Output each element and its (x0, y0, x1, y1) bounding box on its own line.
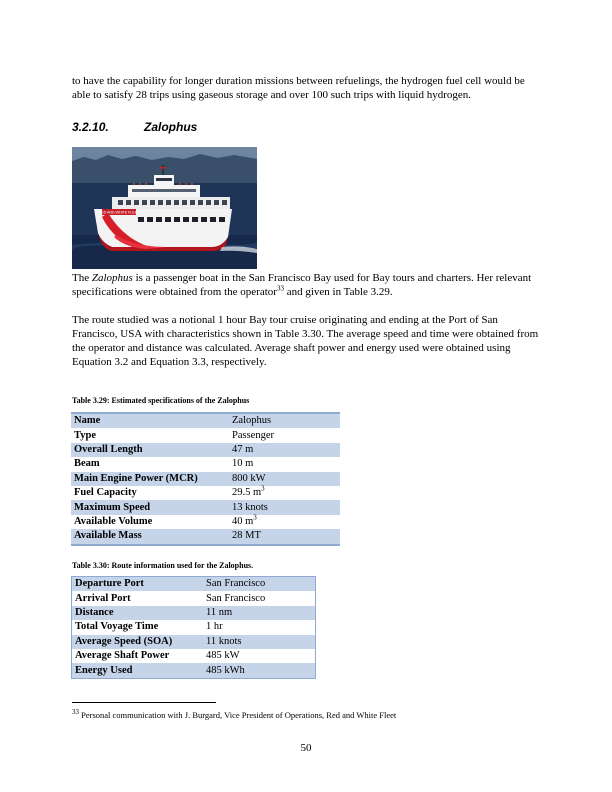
row-value: 13 knots (229, 500, 340, 514)
intro-paragraph: to have the capability for longer duration missions between refuelings, the hydrogen fuel cell would be able to satisfy 28 trips using gaseous storage and over 100 such trips with liquid hydrogen. (72, 75, 525, 101)
row-value: 11 nm (203, 606, 316, 620)
footnote-rule (72, 702, 216, 703)
table-row (72, 577, 316, 592)
table-row (71, 486, 340, 500)
footnote (72, 710, 396, 720)
table-row (71, 472, 340, 486)
row-label: Distance (72, 606, 204, 620)
row-label: Type (74, 429, 96, 441)
row-value: Zalophus (229, 413, 340, 428)
section-number: 3.2.10. (72, 120, 109, 134)
row-value: 800 kW (229, 472, 340, 486)
table-row (71, 413, 340, 428)
row-label: Maximum Speed (71, 500, 229, 514)
footnote-ref: 33 (276, 284, 284, 293)
table-row (71, 457, 340, 471)
vessel-name: Zalophus (91, 272, 133, 284)
row-value: 11 knots (203, 635, 316, 649)
row-label: Departure Port (72, 577, 204, 592)
section-heading (72, 120, 197, 134)
row-value: Passenger (232, 429, 274, 441)
row-value: 29.5 $m^3$ (232, 484, 265, 499)
ferry-hull-text: RED AND WHITE FLEET (98, 210, 140, 215)
table-row (72, 591, 316, 605)
row-label: Overall Length (71, 443, 229, 457)
footnote-number: 33 (72, 708, 79, 717)
row-label: Name (71, 413, 229, 428)
row-label: Fuel Capacity (74, 487, 137, 499)
table-row (72, 635, 316, 649)
table-row (71, 500, 340, 514)
row-label: Beam (74, 458, 100, 470)
zalophus-description: The Zalophus is a passenger boat in the San Francisco Bay used for Bay tours and charters. Her relevant specifications were obtained from the operator$^{33}$ and given in Table 3.29. (72, 272, 532, 298)
table-row (72, 663, 316, 678)
row-value: 40 $m^3$ (232, 513, 257, 527)
ferry-photo (72, 147, 257, 269)
row-value: 485 kWh (203, 663, 316, 678)
route-paragraph: The route studied was a notional 1 hour Bay tour cruise originating and ending at the Port of San Francisco, USA with characteristics shown in Table 3.30. The average speed and time were obtained from the operator and distance was calculated. Average shaft power and energy used were obtained using Equation 3.2 and Equation 3.3, respectively. (72, 314, 539, 368)
table-3-29 (71, 412, 340, 546)
row-value: 10 m (232, 458, 254, 470)
row-label: Main Engine Power (MCR) (71, 472, 229, 486)
table-row (71, 515, 340, 529)
table-3-29-caption: Table 3.29: Estimated specifications of the Zalophus (72, 396, 250, 405)
row-value: 47 m (229, 443, 340, 457)
row-value: 28 MT (229, 529, 340, 544)
row-value: 1 hr (206, 621, 223, 633)
row-label: Total Voyage Time (75, 621, 159, 633)
row-label: Energy Used (72, 663, 204, 678)
table-row (72, 649, 316, 663)
table-row (72, 620, 316, 634)
row-value: 485 kW (206, 650, 240, 662)
footnote-text: Personal communication with J. Burgard, Vice President of Operations, Red and White Fleet (79, 710, 397, 720)
row-label: Arrival Port (75, 592, 131, 604)
row-label: Available Volume (74, 515, 153, 527)
table-3-30 (71, 576, 316, 679)
row-label: Available Mass (71, 529, 229, 544)
table-row (72, 606, 316, 620)
row-value: San Francisco (206, 592, 266, 604)
table-3-30-caption: Table 3.30: Route information used for the Zalophus. (72, 561, 254, 570)
table-row (71, 428, 340, 442)
page-number: 50 (300, 742, 312, 754)
table-row (71, 529, 340, 544)
section-title: Zalophus (144, 120, 198, 134)
table-row (71, 443, 340, 457)
row-label: Average Speed (SOA) (72, 635, 204, 649)
row-label: Average Shaft Power (75, 650, 170, 662)
row-value: San Francisco (203, 577, 316, 592)
